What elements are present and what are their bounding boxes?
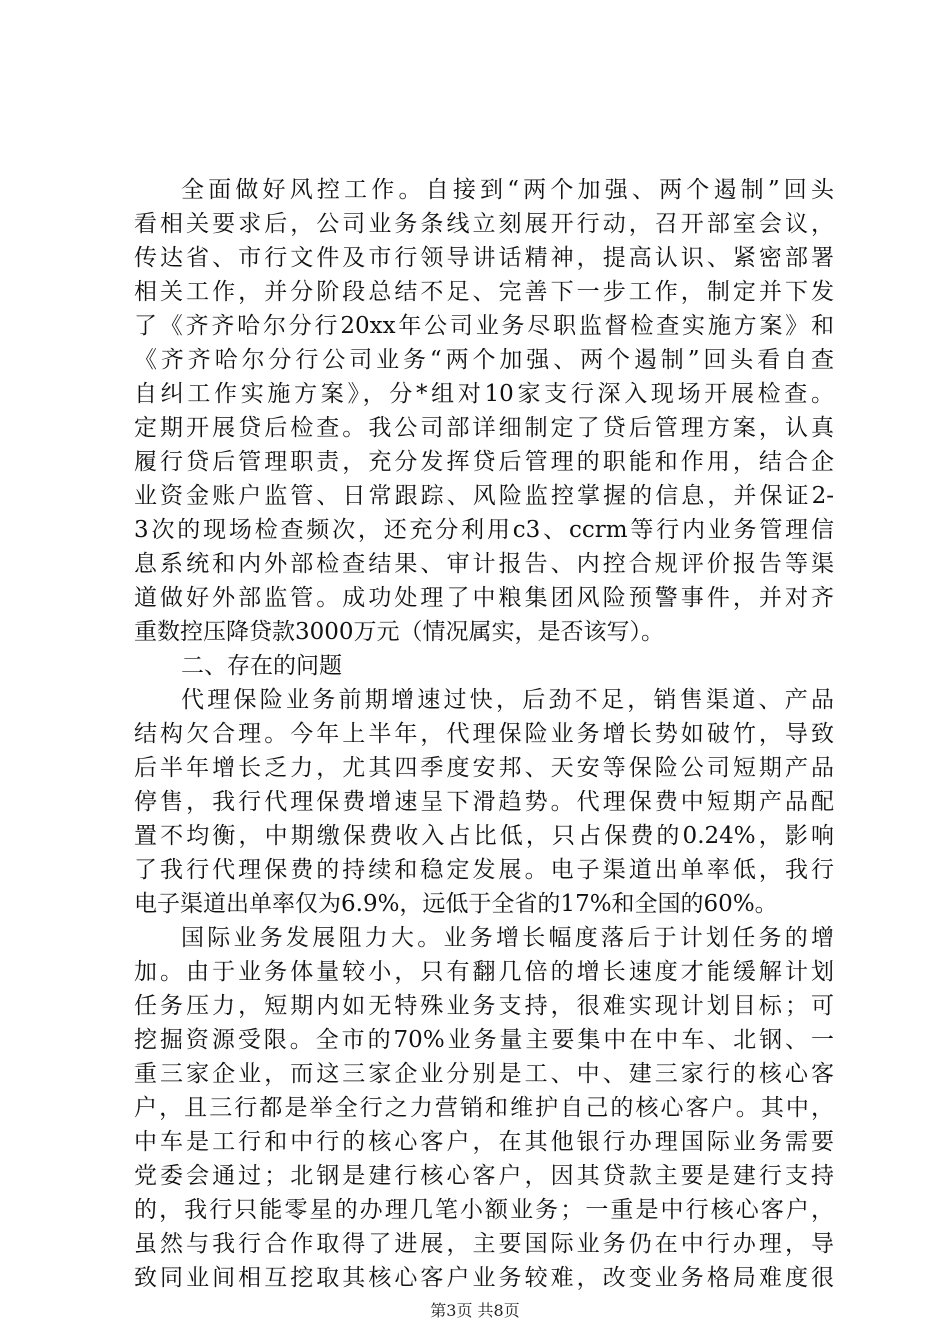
paragraph-line: 任务压力，短期内如无特殊业务支持，很难实现计划目标；可 — [134, 993, 834, 1019]
paragraph-line: 全面做好风控工作。自接到“两个加强、两个遏制”回头 — [181, 177, 834, 203]
paragraph-line: 看相关要求后，公司业务条线立刻展开行动，召开部室会议， — [134, 211, 834, 237]
paragraph-line: 道做好外部监管。成功处理了中粮集团风险预警事件，并对齐 — [134, 585, 834, 611]
paragraph-line: 党委会通过；北钢是建行核心客户，因其贷款主要是建行支持 — [134, 1163, 834, 1189]
paragraph-line: 加。由于业务体量较小，只有翻几倍的增长速度才能缓解计划 — [134, 959, 834, 985]
paragraph-line: 3次的现场检查频次，还充分利用c3、ccrm等行内业务管理信 — [134, 517, 834, 543]
paragraph-line: 后半年增长乏力，尤其四季度安邦、天安等保险公司短期产品 — [134, 755, 834, 781]
paragraph-line: 代理保险业务前期增速过快，后劲不足，销售渠道、产品 — [181, 687, 834, 713]
page-footer: 第3页 共8页 — [430, 1301, 520, 1320]
paragraph-line: 了《齐齐哈尔分行20xx年公司业务尽职监督检查实施方案》和 — [134, 313, 834, 339]
paragraph-line: 的，我行只能零星的办理几笔小额业务；一重是中行核心客户， — [134, 1197, 834, 1223]
paragraph-line: 置不均衡，中期缴保费收入占比低，只占保费的0.24%，影响 — [134, 823, 834, 849]
section-heading: 二、存在的问题 — [181, 653, 342, 679]
paragraph-line: 业资金账户监管、日常跟踪、风险监控掌握的信息，并保证2- — [134, 483, 834, 509]
paragraph-line: 虽然与我行合作取得了进展，主要国际业务仍在中行办理，导 — [134, 1231, 834, 1257]
paragraph-line: 致同业间相互挖取其核心客户业务较难，改变业务格局难度很 — [134, 1265, 834, 1291]
paragraph-line: 自纠工作实施方案》，分*组对10家支行深入现场开展检查。 — [134, 381, 834, 407]
paragraph-line: 电子渠道出单率仅为6.9%，远低于全省的17%和全国的60%。 — [134, 891, 778, 917]
paragraph-line: 定期开展贷后检查。我公司部详细制定了贷后管理方案，认真 — [134, 415, 834, 441]
paragraph-line: 停售，我行代理保费增速呈下滑趋势。代理保费中短期产品配 — [134, 789, 834, 815]
paragraph-line: 中车是工行和中行的核心客户，在其他银行办理国际业务需要 — [134, 1129, 834, 1155]
paragraph-line: 《齐齐哈尔分行公司业务“两个加强、两个遏制”回头看自查 — [134, 347, 834, 373]
paragraph-line: 履行贷后管理职责，充分发挥贷后管理的职能和作用，结合企 — [134, 449, 834, 475]
paragraph-line: 重三家企业，而这三家企业分别是工、中、建三家行的核心客 — [134, 1061, 834, 1087]
paragraph-line: 结构欠合理。今年上半年，代理保险业务增长势如破竹，导致 — [134, 721, 834, 747]
paragraph-line: 相关工作，并分阶段总结不足、完善下一步工作，制定并下发 — [134, 279, 834, 305]
paragraph-line: 息系统和内外部检查结果、审计报告、内控合规评价报告等渠 — [134, 551, 834, 577]
paragraph-line: 挖掘资源受限。全市的70%业务量主要集中在中车、北钢、一 — [134, 1027, 834, 1053]
paragraph-line: 传达省、市行文件及市行领导讲话精神，提高认识、紧密部署 — [134, 245, 834, 271]
paragraph-line: 重数控压降贷款3000万元（情况属实，是否该写）。 — [134, 619, 665, 645]
paragraph-line: 户，且三行都是举全行之力营销和维护自己的核心客户。其中， — [134, 1095, 834, 1121]
paragraph-line: 了我行代理保费的持续和稳定发展。电子渠道出单率低，我行 — [134, 857, 834, 883]
paragraph-line: 国际业务发展阻力大。业务增长幅度落后于计划任务的增 — [181, 925, 834, 951]
